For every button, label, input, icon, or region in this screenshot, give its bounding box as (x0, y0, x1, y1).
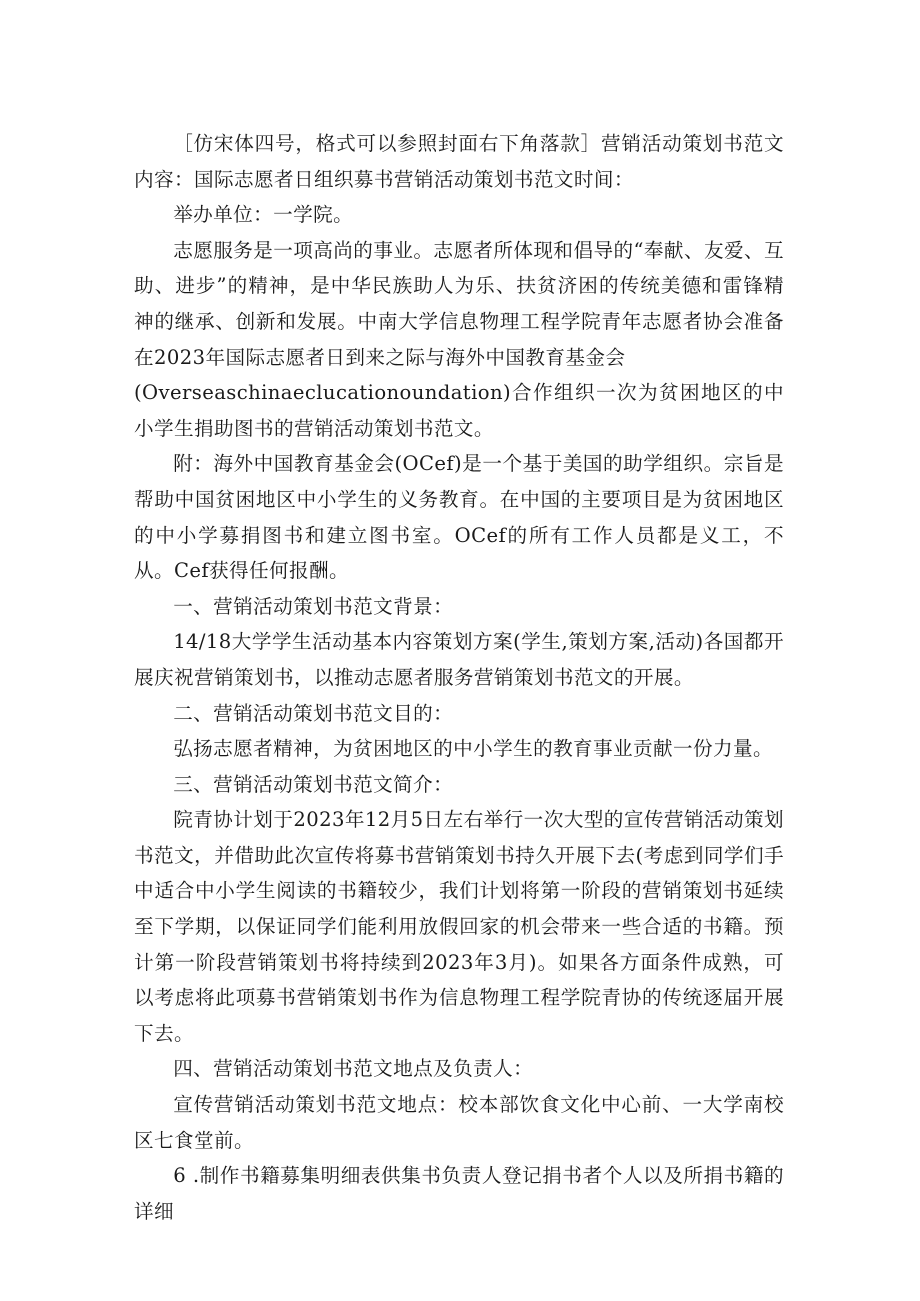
paragraph-background: 14/18大学学生活动基本内容策划方案(学生,策划方案,活动)各国都开展庆祝营销策划书，以推动志愿者服务营销策划书范文的开展。 (134, 630, 784, 689)
paragraph-summary: 院青协计划于2023年12月5日左右举行一次大型的宣传营销活动策划书范文，并借助此次宣传将募书营销策划书持久开展下去(考虑到同学们手中适合中小学生阅读的书籍较少，我们计划将第一阶段的营销策划书延续至下学期，以保证同学们能利用放假回家的机会带来一些合适的书籍。预计第一阶段营销策划书将持续到2023年3月)。如果各方面条件成熟，可以考虑将此项募书营销策划书作为信息物理工程学院青协的传统逐届开展下去。 (134, 808, 784, 1045)
paragraph-volunteer-service: 志愿服务是一项高尚的事业。志愿者所体现和倡导的“奉献、友爱、互助、进步”的精神，是中华民族助人为乐、扶贫济困的传统美德和雷锋精神的继承、创新和发展。中南大学信息物理工程学院青年志愿者协会准备在2023年国际志愿者日到来之际与海外中国教育基金会 (134, 238, 784, 369)
document-body (134, 126, 784, 1229)
section-heading-location: 四、营销活动策划书范文地点及负责人： (173, 1057, 534, 1081)
section-heading-background: 一、营销活动策划书范文背景： (173, 594, 454, 618)
paragraph-cooperation: (Overseaschinaeclucationoundation)合作组织一次为贫困地区的中小学生捐助图书的营销活动策划书范文。 (134, 381, 784, 440)
section-heading-purpose: 二、营销活动策划书范文目的： (173, 701, 454, 725)
paragraph-location: 宣传营销活动策划书范文地点：校本部饮食文化中心前、一大学南校区七食堂前。 (134, 1093, 784, 1152)
paragraph-purpose: 弘扬志愿者精神，为贫困地区的中小学生的教育事业贡献一份力量。 (173, 737, 773, 761)
paragraph-list-item-6: 6 .制作书籍募集明细表供集书负责人登记捐书者个人以及所捐书籍的详细 (134, 1164, 784, 1223)
paragraph-foundation-note: 附：海外中国教育基金会(OCef)是一个基于美国的助学组织。宗旨是帮助中国贫困地区中小学生的义务教育。在中国的主要项目是为贫困地区的中小学募捐图书和建立图书室。OCef的所有工作人员都是义工，不从。Cef获得任何报酬。 (134, 452, 784, 583)
section-heading-summary: 三、营销活动策划书范文简介： (173, 772, 454, 796)
paragraph-intro: ［仿宋体四号，格式可以参照封面右下角落款］营销活动策划书范文内容：国际志愿者日组织募书营销活动策划书范文时间： (134, 132, 784, 191)
paragraph-organizer: 举办单位：一学院。 (173, 203, 354, 227)
